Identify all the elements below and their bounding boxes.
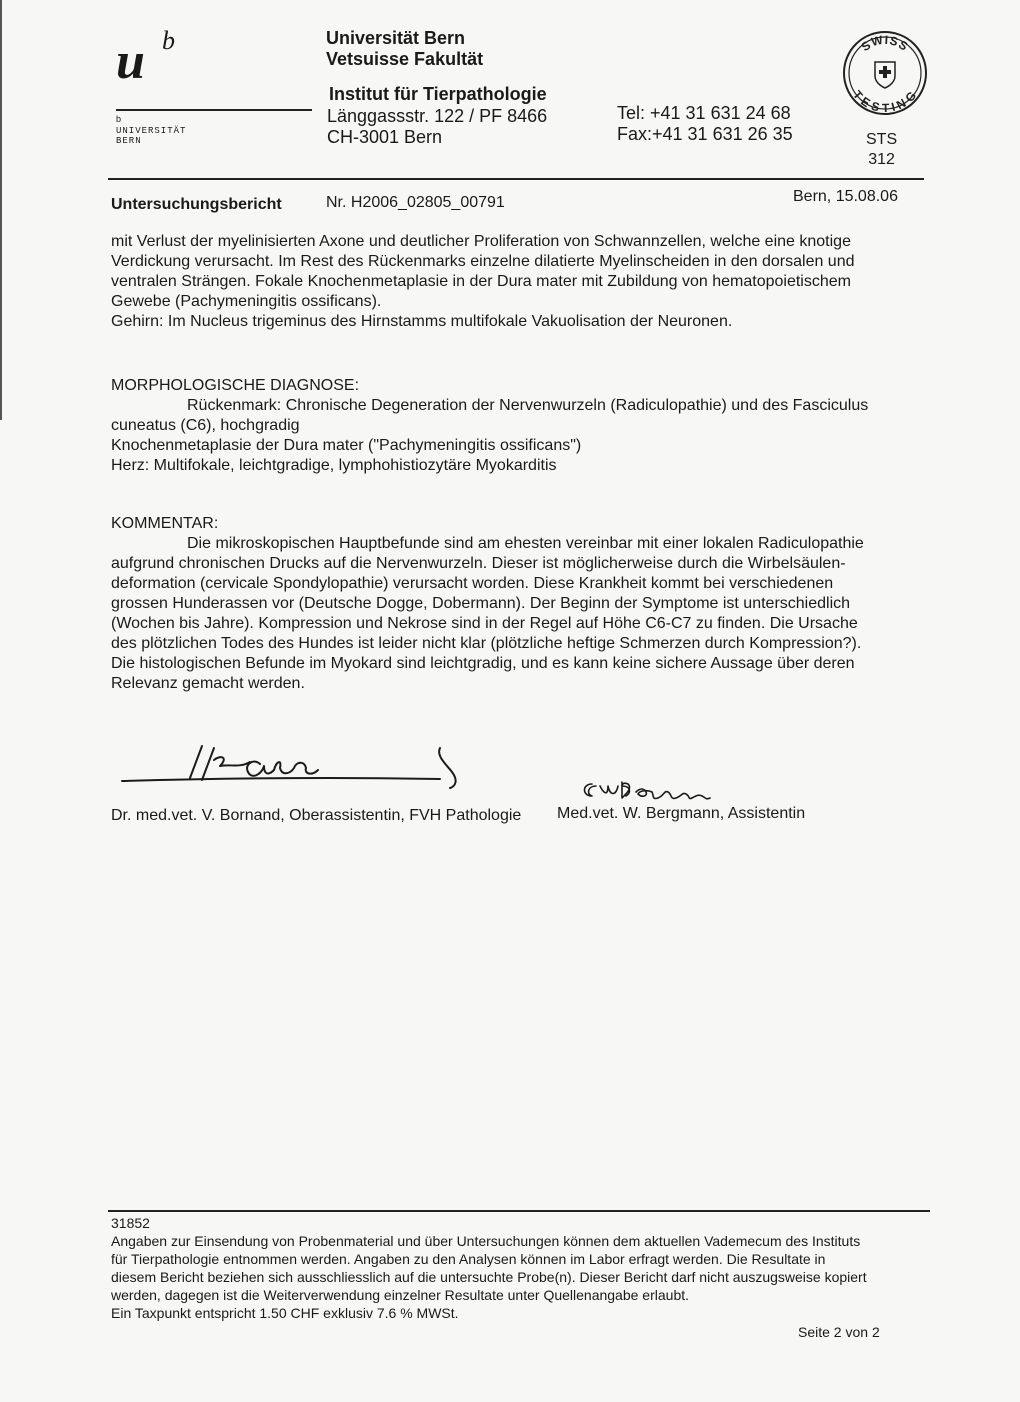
logo-text-line2: BERN: [116, 136, 142, 146]
morphological-diagnosis: [111, 376, 901, 476]
logo-small-b: b: [116, 114, 122, 124]
university-name: Universität Bern: [326, 28, 466, 48]
commentary-line: Die mikroskopischen Hauptbefunde sind am ehesten vereinbar mit einer lokalen Radiculopathie: [187, 535, 864, 552]
findings-paragraph: [111, 232, 901, 332]
university-logo-u: u: [116, 33, 145, 90]
handwritten-signatures: [110, 740, 910, 810]
commentary-line: des plötzlichen Todes des Hundes ist leider nicht klar (plötzliche heftige Schmerzen durch Kompression?).: [111, 635, 862, 652]
commentary-line: deformation (cervicale Spondylopathie) verursacht worden. Diese Krankheit kommt bei verschiedenen: [111, 575, 834, 592]
footer-code: 31852: [111, 1215, 150, 1231]
footer-line: für Tierpathologie entnommen werden. Angaben zu den Analysen können im Labor erfragt werden. Die Resultate in: [111, 1251, 826, 1267]
fax: Fax:+41 31 631 26 35: [617, 124, 793, 144]
morph-line: Knochenmetaplasie der Dura mater ("Pachymeningitis ossificans"): [111, 437, 582, 454]
swiss-cross-icon: [879, 66, 891, 78]
university-logo-b: b: [162, 26, 175, 55]
footer-disclaimer: [111, 1232, 931, 1322]
sts-label: STS: [866, 131, 898, 148]
sts-accreditation: [866, 130, 897, 170]
commentary-line: grossen Hunderassen vor (Deutsche Dogge, Dobermann). Der Beginn der Symptome ist unterschiedlich: [111, 595, 851, 612]
university-header: [326, 28, 483, 70]
signer-bergmann: Med.vet. W. Bergmann, Assistentin: [557, 805, 806, 822]
signature-bergmann: [585, 782, 711, 799]
findings-line: Verdickung verursacht. Im Rest des Rückenmarks einzelne dilatierte Myelinscheiden in den dorsalen und: [111, 253, 855, 270]
footer-line: werden, dagegen ist die Weiterverwendung einzelner Resultate unter Quellenangabe erlaubt.: [111, 1287, 690, 1303]
signature-bornand: [122, 746, 456, 788]
commentary-section: [111, 514, 901, 694]
report-number: Nr. H2006_02805_00791: [326, 194, 505, 211]
address-street: Länggassstr. 122 / PF 8466: [327, 106, 548, 126]
seal-text-bottom: TESTING: [850, 87, 920, 116]
footer-line: Angaben zur Einsendung von Probenmaterial und über Untersuchungen können dem aktuellen Vademecum des Instituts: [111, 1233, 861, 1249]
svg-text:TESTING: [850, 88, 920, 115]
address-city: CH-3001 Bern: [327, 127, 443, 147]
findings-line: Gewebe (Pachymeningitis ossificans).: [111, 293, 382, 310]
report-title: Untersuchungsbericht: [111, 196, 282, 213]
commentary-line: Relevanz gemacht werden.: [111, 675, 305, 692]
institute-name: Institut für Tierpathologie: [329, 84, 547, 104]
scan-edge-mark: [0, 0, 2, 420]
commentary-line: Die histologischen Befunde im Myokard sind leichtgradig, und es kann keine sichere Aussage über deren: [111, 655, 855, 672]
report-date: Bern, 15.08.06: [793, 188, 898, 205]
logo-text-line1: UNIVERSITÄT: [116, 126, 187, 136]
morph-line: Herz: Multifokale, leichtgradige, lymphohistiozytäre Myokarditis: [111, 457, 557, 474]
sts-number: 312: [868, 151, 895, 168]
findings-line: ventralen Strängen. Fokale Knochenmetaplasie in der Dura mater mit Zubildung von hematopoietischem: [111, 273, 851, 290]
address-block: [327, 106, 547, 148]
morph-line: Rückenmark: Chronische Degeneration der Nervenwurzeln (Radiculopathie) und des Fasciculus: [187, 397, 869, 414]
commentary-line: (Wochen bis Jahre). Kompression und Nekrose sind in der Regel auf Höhe C6-C7 zu finden. Die Ursache: [111, 615, 858, 632]
page-number: Seite 2 von 2: [798, 1324, 880, 1340]
morph-heading: MORPHOLOGISCHE DIAGNOSE:: [111, 377, 360, 394]
contact-block: [617, 103, 793, 145]
footer-line: Ein Taxpunkt entspricht 1.50 CHF exklusiv 7.6 % MWSt.: [111, 1305, 459, 1321]
faculty-name: Vetsuisse Fakultät: [326, 49, 484, 69]
logo-text: [116, 126, 186, 146]
commentary-line: aufgrund chronischen Drucks auf die Nervenwurzeln. Dieser ist möglicherweise durch die Wirbelsäulen-: [111, 555, 846, 572]
footer-divider: [108, 1210, 930, 1212]
seal-text-top: SWISS: [858, 32, 912, 55]
telephone: Tel: +41 31 631 24 68: [617, 103, 791, 123]
morph-line: cuneatus (C6), hochgradig: [111, 417, 300, 434]
footer-line: diesem Bericht beziehen sich ausschliesslich auf die untersuchte Probe(n). Dieser Bericht darf nicht auszugsweise kopiert: [111, 1269, 867, 1285]
signer-bornand: Dr. med.vet. V. Bornand, Oberassistentin, FVH Pathologie: [111, 807, 522, 824]
findings-line: Gehirn: Im Nucleus trigeminus des Hirnstamms multifokale Vakuolisation der Neuronen.: [111, 313, 733, 330]
findings-line: mit Verlust der myelinisierten Axone und deutlicher Proliferation von Schwannzellen, welche eine knotige: [111, 233, 851, 250]
swiss-testing-seal: [842, 30, 928, 116]
commentary-heading: KOMMENTAR:: [111, 515, 219, 532]
header-divider: [108, 178, 924, 180]
logo-divider: [116, 109, 312, 111]
